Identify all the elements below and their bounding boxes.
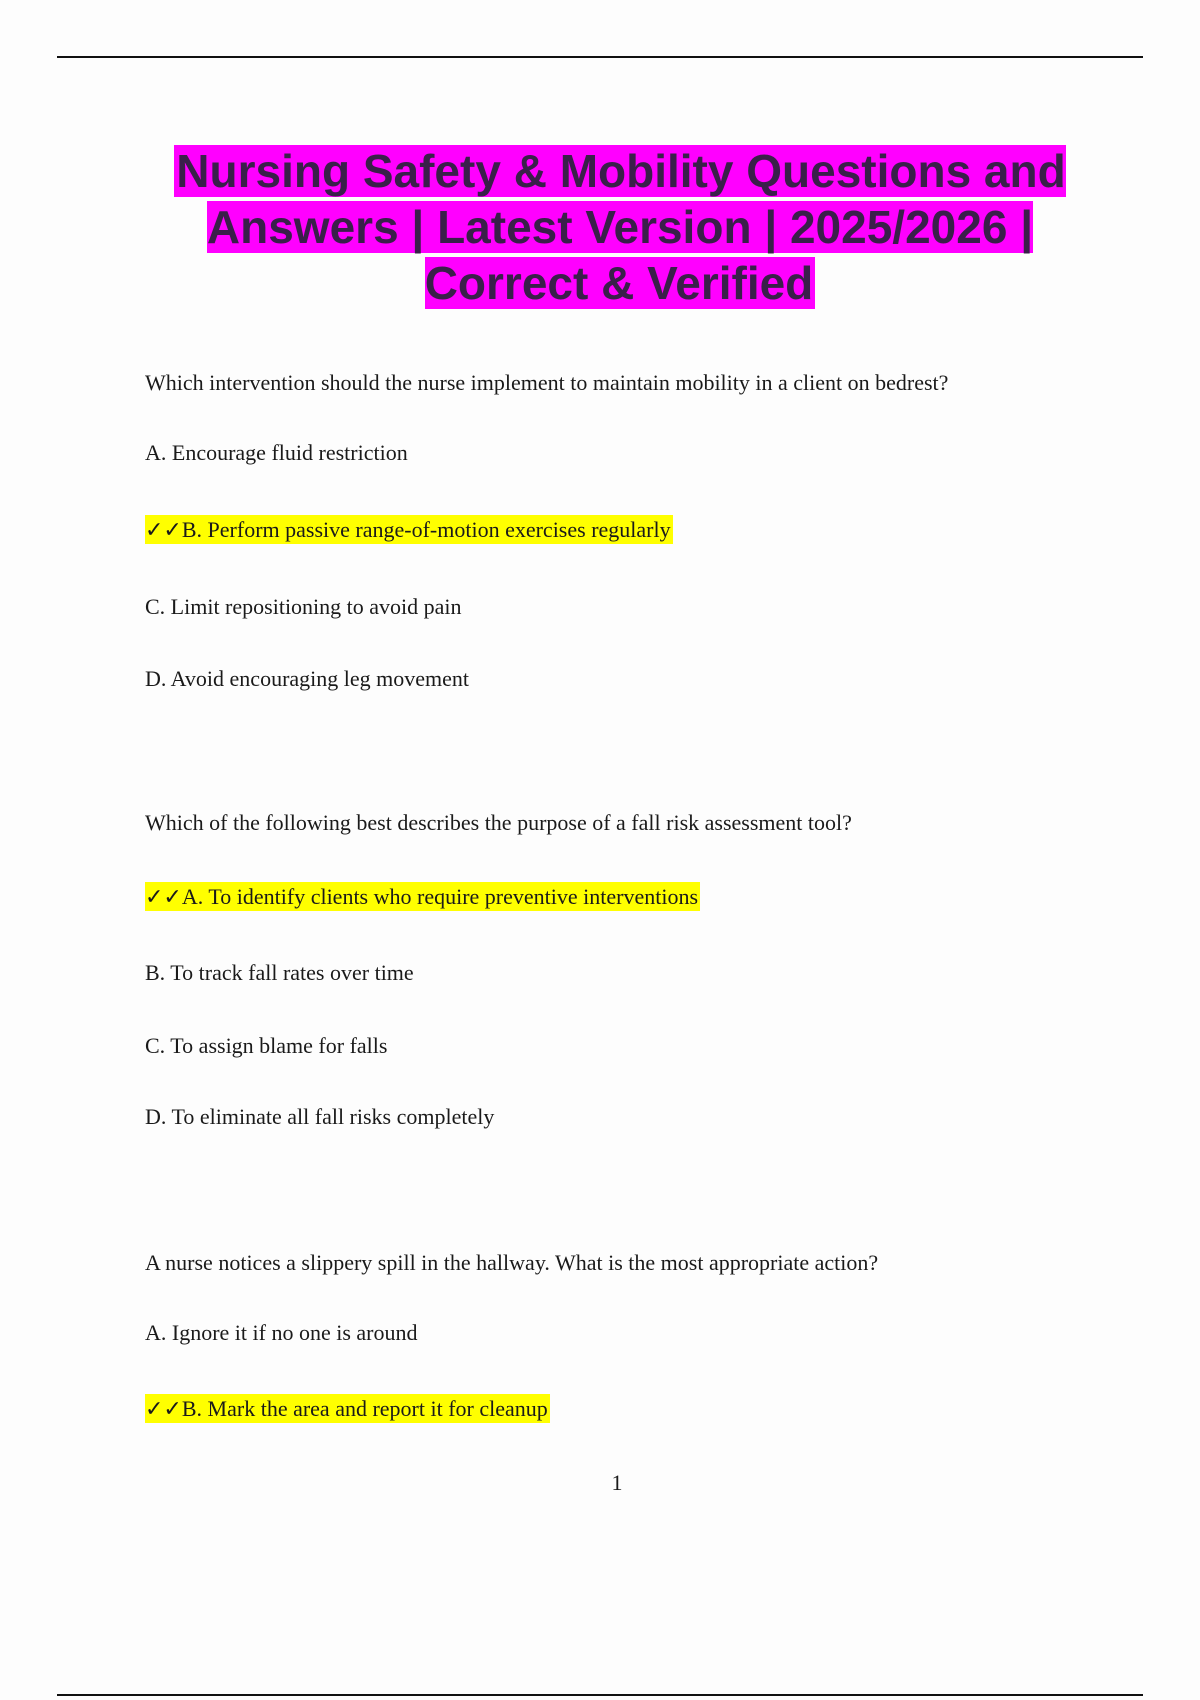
document-title: [130, 143, 1110, 311]
question-3-stem: A nurse notices a slippery spill in the hallway. What is the most appropriate action?: [145, 1250, 879, 1275]
question-1-option-d: D. Avoid encouraging leg movement: [145, 666, 470, 691]
option-text: A. To identify clients who require preventive interventions: [181, 884, 699, 909]
question-1-option-a: A. Encourage fluid restriction: [145, 440, 408, 465]
double-check-icon: ✓✓: [145, 518, 182, 543]
bottom-rule: [57, 1694, 1143, 1696]
question-2-option-c: C. To assign blame for falls: [145, 1033, 388, 1058]
question-2-option-a-correct: [145, 882, 700, 913]
question-2-option-b: B. To track fall rates over time: [145, 960, 414, 985]
question-1-option-b-correct: [145, 515, 673, 546]
top-rule: [57, 56, 1143, 58]
question-3-option-b-correct: [145, 1394, 550, 1425]
question-1-stem: Which intervention should the nurse implement to maintain mobility in a client on bedrest?: [145, 370, 949, 395]
answer-highlight: [145, 882, 700, 911]
double-check-icon: ✓✓: [145, 885, 182, 910]
question-2-option-d: D. To eliminate all fall risks completely: [145, 1104, 495, 1129]
question-2-stem: Which of the following best describes the purpose of a fall risk assessment tool?: [145, 810, 852, 835]
option-text: B. Perform passive range-of-motion exercises regularly: [181, 517, 671, 542]
document-title-text: Nursing Safety & Mobility Questions and Answers | Latest Version | 2025/2026 | Correct & Verified: [176, 145, 1066, 309]
option-text: B. Mark the area and report it for cleanup: [181, 1396, 548, 1421]
page-number: 1: [611, 1470, 623, 1495]
double-check-icon: ✓✓: [145, 1397, 182, 1422]
answer-highlight: [145, 515, 673, 544]
answer-highlight: [145, 1394, 550, 1423]
question-1-option-c: C. Limit repositioning to avoid pain: [145, 594, 462, 619]
question-3-option-a: A. Ignore it if no one is around: [145, 1320, 418, 1345]
